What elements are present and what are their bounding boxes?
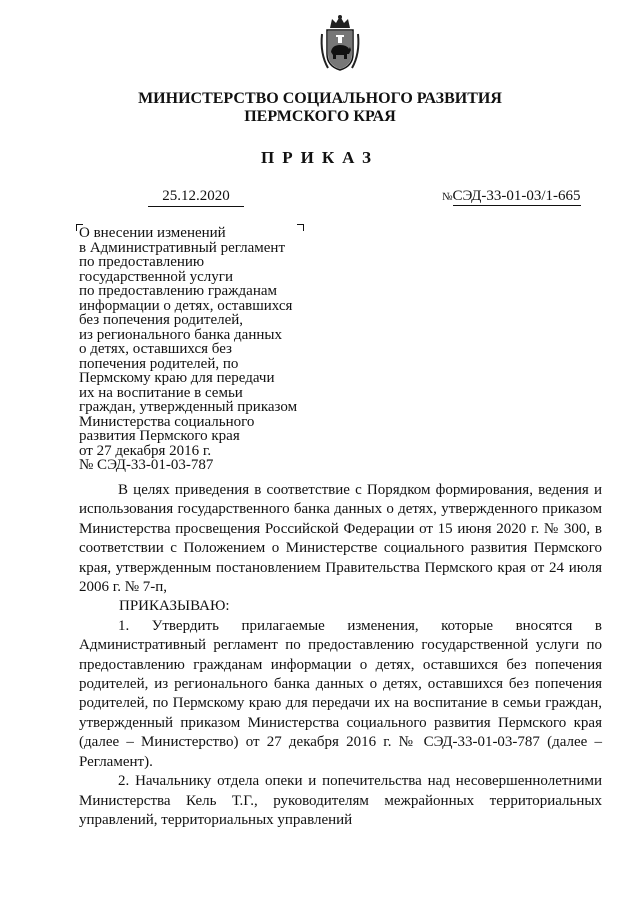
preamble-paragraph: В целях приведения в соответствие с Порядком формирования, ведения и использования государственного банка данных о детях, утвержденного приказом Министерства просвещения Российской Федерации от 15 июня 2020 г. № 300, в соответствии с Положением о Министерстве социального развития Пермского края, утвержденным постановлением Правительства Пермского края от 24 июля 2006 г. № 7-п, [79,482,602,596]
subject-line: Пермскому краю для передачи [79,370,275,386]
subject-line: государственной услуги [79,268,233,285]
subject-line: без попечения родителей, [79,312,244,328]
order-item-2: 2. Начальнику отдела опеки и попечительства над несовершеннолетними Министерства Кель Т.Г., руководителям межрайонных территориальных управлений, территориальных управлений [79,773,602,828]
subject-line: от 27 декабря 2016 г. [79,442,212,459]
document-type-title: ПРИКАЗ [261,148,379,167]
subject-line: № СЭД-33-01-03-787 [79,457,214,473]
subject-line: из регионального банка данных [79,326,282,343]
subject-line: информации о детях, оставшихся [79,297,293,314]
number-value: СЭД-33-01-03/1-665 [452,188,581,204]
subject-line: о детях, оставшихся без [79,341,232,357]
subject-line: по предоставлению гражданам [79,283,278,299]
subject-line: по предоставлению [79,254,205,270]
document-body [79,481,602,830]
coat-of-arms-icon [318,14,362,74]
subject-block [79,226,319,473]
order-word: ПРИКАЗЫВАЮ: [119,598,230,615]
subject-line: их на воспитание в семьи [79,384,243,401]
order-item-1: 1. Утвердить прилагаемые изменения, которые вносятся в Административный регламент по предоставлению государственной услуги по предоставлению гражданам информации о детях, оставшихся без попечения родителей, из регионального банка данных о детях, оставшихся без попечения родителей, по Пермскому краю для передачи их на воспитание в семьи граждан, утвержденный приказом Министерства социального развития Пермского края (далее – Министерство) от 27 декабря 2016 г. № СЭД-33-01-03-787 (далее – Регламент). [79,617,602,770]
document-number [442,188,581,205]
document-date: 25.12.2020 [148,188,244,207]
subject-line: попечения родителей, по [79,355,239,372]
number-prefix: № [442,191,453,203]
ministry-name-line1: МИНИСТЕРСТВО СОЦИАЛЬНОГО РАЗВИТИЯ [138,90,502,107]
ministry-name-line2: ПЕРМСКОГО КРАЯ [244,108,396,125]
subject-line: развития Пермского края [79,428,240,444]
subject-line: в Административный регламент [79,239,286,256]
subject-line: О внесении изменений [79,225,226,241]
subject-line: Министерства социального [79,413,255,430]
ministry-name [0,90,640,126]
subject-line: граждан, утвержденный приказом [79,399,298,415]
